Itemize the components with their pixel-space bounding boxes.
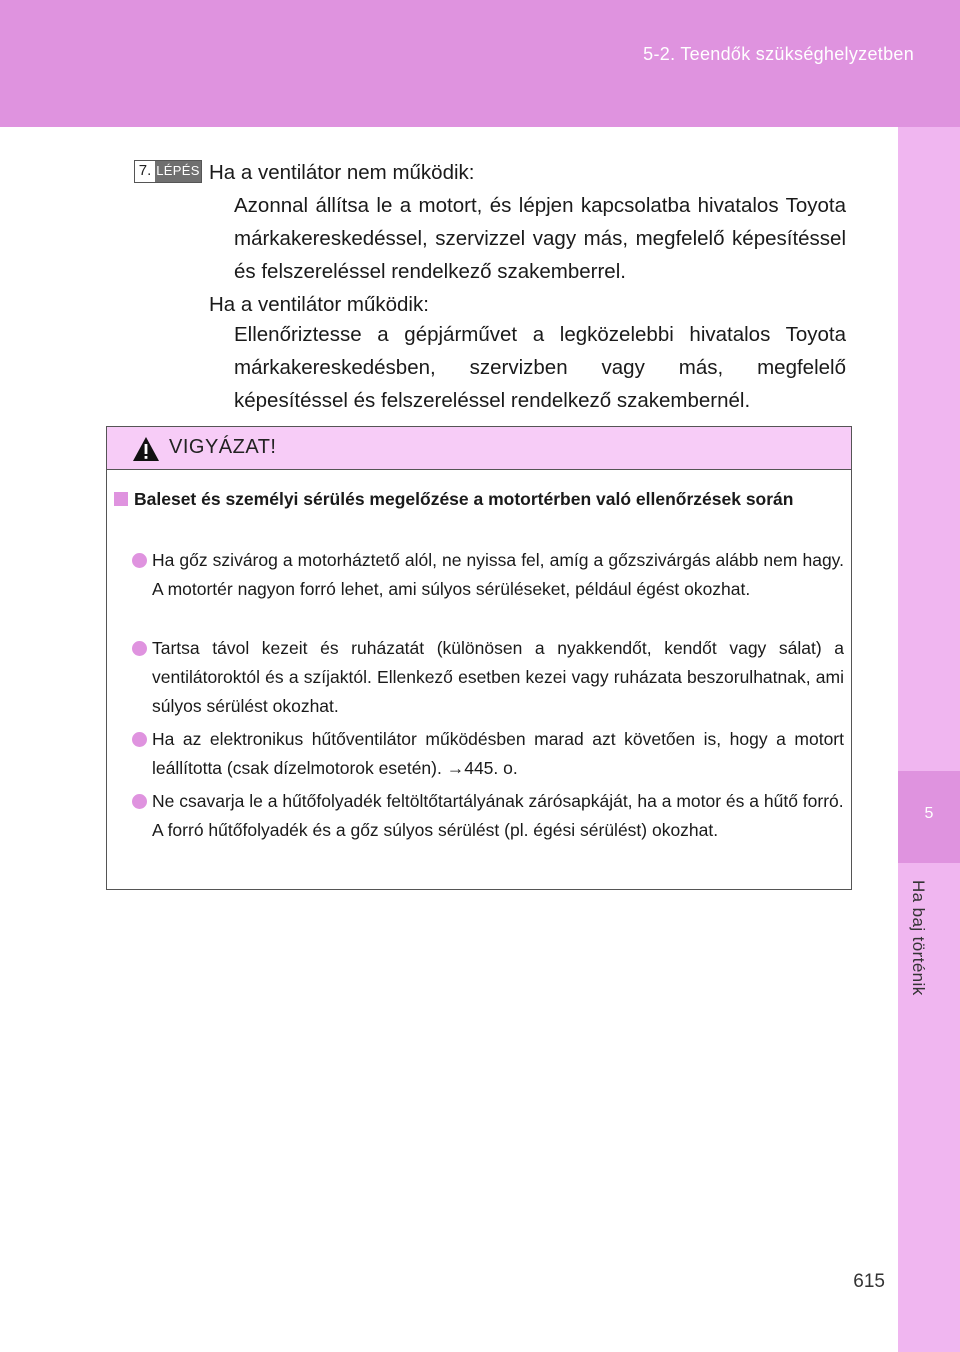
caution-bullet [132, 787, 844, 845]
step-word: LÉPÉS [155, 161, 201, 182]
caution-bullet [132, 725, 844, 783]
case1-label: Ha a ventilátor nem működik: [209, 161, 475, 184]
caution-bullet-text: Ne csavarja le a hűtőfolyadék feltöltőtartályának zárósapkáját, ha a motor és a hűtő forró. [152, 791, 844, 811]
caution-title: VIGYÁZAT! [169, 436, 277, 458]
warning-triangle-icon [131, 435, 161, 463]
case1-text: Azonnal állítsa le a motort, és lépjen kapcsolatba hivatalos Toyota márkakereskedéssel, szervizzel vagy más, megfelelő képesítéssel és felszereléssel rendelkező szakemberrel. [234, 194, 846, 283]
caution-bullet-text: Tartsa távol kezeit és ruházatát (különösen a nyakkendőt, kendőt vagy sálat) a ventilátoroktól és a szíjaktól. Ellenkező esetben kezei vagy ruházata beszorulhatnak, ami súlyos sérülést okozhat. [152, 638, 844, 716]
caution-bullet-text-continued: A forró hűtőfolyadék és a gőz súlyos sérülést (pl. égési sérülést) okozhat. [152, 820, 719, 840]
step-number: 7. [135, 161, 155, 182]
circle-bullet-icon [132, 553, 147, 568]
caution-heading [114, 485, 842, 514]
section-title: 5-2. Teendők szükséghelyzetben [643, 44, 914, 64]
caution-bullet-text: Ha az elektronikus hűtőventilátor működésben marad azt követően is, hogy a motort leállította (csak dízelmotorok esetén). →445. o. [152, 729, 844, 778]
chapter-number: 5 [924, 805, 934, 822]
caution-bullet [132, 634, 844, 721]
caution-heading-text: Baleset és személyi sérülés megelőzése a motortérben való ellenőrzések során [134, 489, 794, 509]
page-header [0, 0, 960, 127]
chapter-number-box [898, 771, 960, 863]
step-badge [134, 160, 202, 183]
circle-bullet-icon [132, 732, 147, 747]
caution-box [106, 426, 852, 890]
square-bullet-icon [114, 492, 128, 506]
circle-bullet-icon [132, 794, 147, 809]
chapter-side-tab [898, 127, 960, 1352]
case2-text: Ellenőriztesse a gépjárművet a legközelebbi hivatalos Toyota márkakereskedésben, szervizben vagy más, megfelelő képesítéssel és felszereléssel rendelkező szakembernél. [234, 323, 846, 412]
caution-header [107, 427, 851, 470]
case2-label: Ha a ventilátor működik: [209, 293, 429, 316]
caution-bullet [132, 546, 844, 604]
page-number: 615 [853, 1271, 885, 1292]
chapter-title: Ha baj történik [909, 880, 928, 996]
circle-bullet-icon [132, 641, 147, 656]
caution-bullet-text: Ha gőz szivárog a motorháztető alól, ne nyissa fel, amíg a gőzszivárgás alább nem hagy. A motortér nagyon forró lehet, ami súlyos sérüléseket, például égést okozhat. [152, 550, 844, 599]
